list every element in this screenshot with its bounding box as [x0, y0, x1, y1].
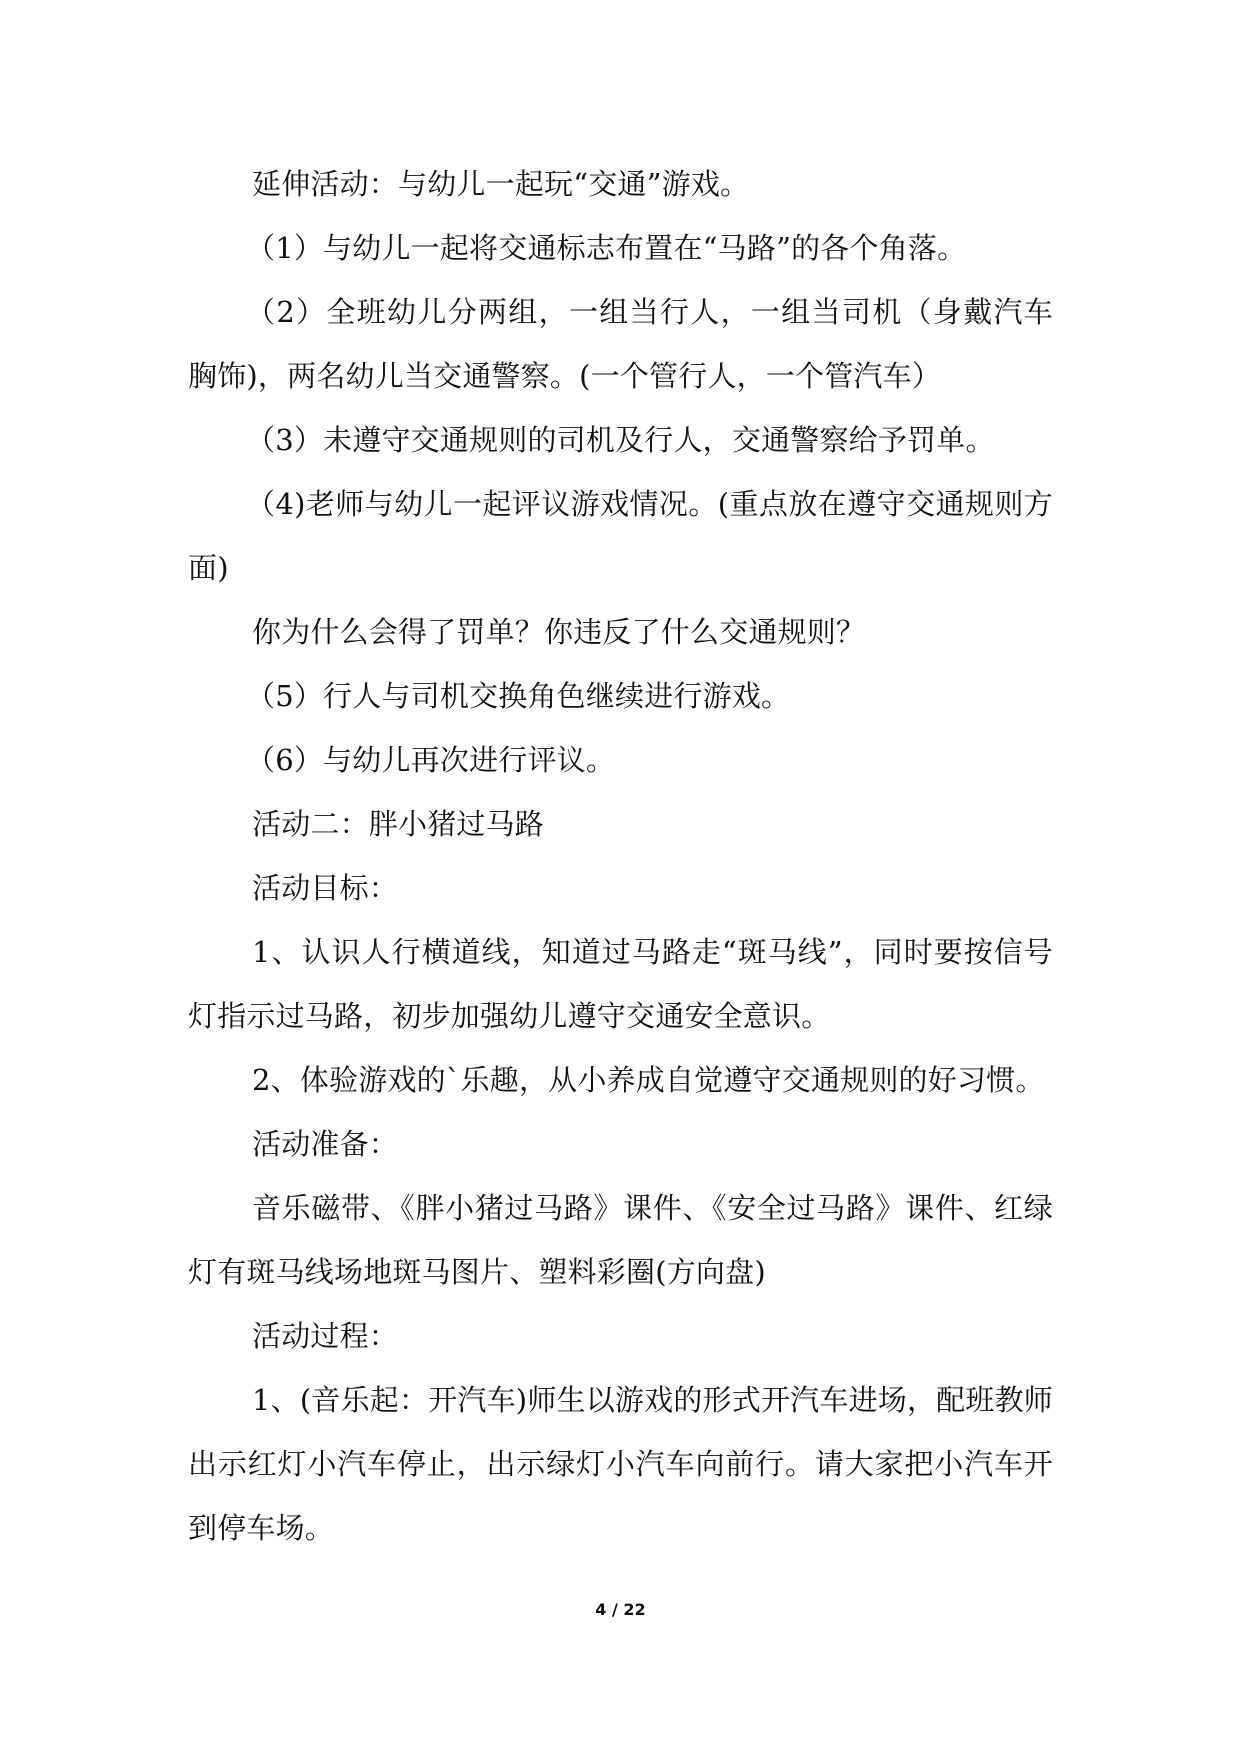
paragraph-step-4: （4)老师与幼儿一起评议游戏情况。(重点放在遵守交通规则方面)	[188, 487, 1053, 585]
page-number: 4 / 22	[595, 1600, 646, 1619]
paragraph-process-step-1: 1、(音乐起：开汽车)师生以游戏的形式开汽车进场，配班教师出示红灯小汽车停止，出示绿灯小汽车向前行。请大家把小汽车开到停车场。	[188, 1383, 1053, 1545]
paragraph-question: 你为什么会得了罚单？你违反了什么交通规则？	[252, 615, 866, 649]
paragraph-step-1: （1）与幼儿一起将交通标志布置在“马路”的各个角落。	[246, 231, 967, 265]
paragraph-extension-activity: 延伸活动：与幼儿一起玩“交通”游戏。	[252, 167, 750, 201]
paragraph-goal-1: 1、认识人行横道线，知道过马路走“斑马线”，同时要按信号灯指示过马路，初步加强幼儿遵守交通安全意识。	[188, 935, 1053, 1033]
paragraph-preparation-materials: 音乐磁带、《胖小猪过马路》课件、《安全过马路》课件、红绿灯有斑马线场地斑马图片、塑料彩圈(方向盘)	[188, 1191, 1053, 1289]
paragraph-activity-goals-heading: 活动目标：	[252, 871, 399, 905]
paragraph-preparation-heading: 活动准备：	[252, 1127, 399, 1161]
paragraph-goal-2: 2、体验游戏的`乐趣，从小养成自觉遵守交通规则的好习惯。	[252, 1063, 1045, 1097]
paragraph-step-2: （2）全班幼儿分两组，一组当行人，一组当司机（身戴汽车胸饰)，两名幼儿当交通警察。(一个管行人，一个管汽车）	[188, 295, 1053, 393]
paragraph-activity-two-title: 活动二：胖小猪过马路	[252, 807, 545, 841]
paragraph-step-5: （5）行人与司机交换角色继续进行游戏。	[246, 679, 791, 713]
paragraph-step-3: （3）未遵守交通规则的司机及行人，交通警察给予罚单。	[246, 423, 995, 457]
document-body	[188, 152, 1053, 1560]
paragraph-process-heading: 活动过程：	[252, 1319, 399, 1353]
paragraph-step-6: （6）与幼儿再次进行评议。	[246, 743, 616, 777]
